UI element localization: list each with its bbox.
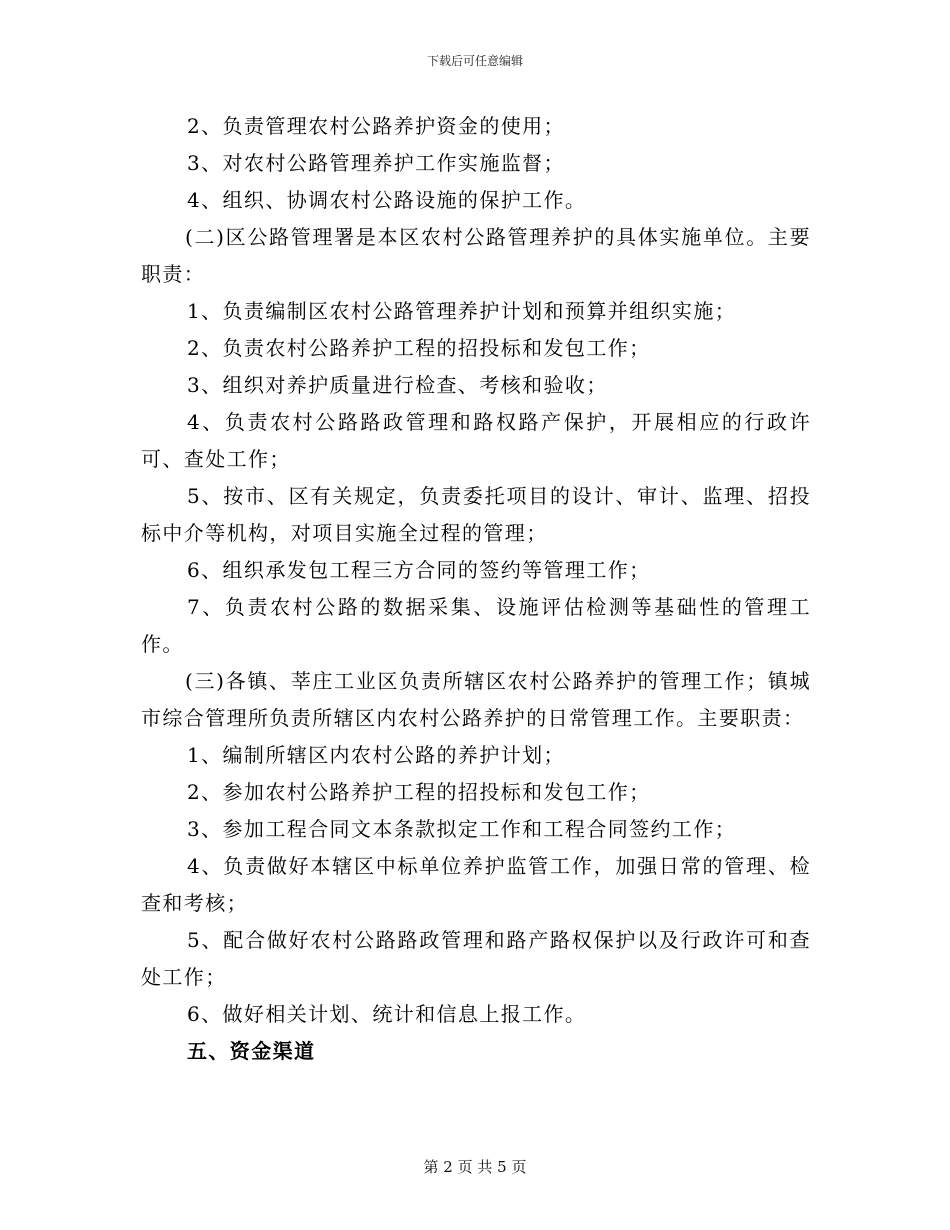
paragraph-item-2-bidding: 2、负责农村公路养护工程的招投标和发包工作； bbox=[187, 336, 651, 360]
paragraph-item-7-data-collection: 7、负责农村公路的数据采集、设施评估检测等基础性的管理工作。 bbox=[141, 595, 811, 656]
paragraph-item-2-fund-usage: 2、负责管理农村公路养护资金的使用； bbox=[187, 114, 565, 138]
paragraph-item-3-contract-terms: 3、参加工程合同文本条款拟定工作和工程合同签约工作； bbox=[187, 817, 737, 841]
paragraph-sub-3-towns: (三)各镇、莘庄工业区负责所辖区农村公路养护的管理工作；镇城市综合管理所负责所辖区内农村公路养护的日常管理工作。主要职责： bbox=[141, 669, 811, 730]
page-number: 第 2 页 共 5 页 bbox=[423, 1158, 527, 1176]
paragraph-item-3-supervision: 3、对农村公路管理养护工作实施监督； bbox=[187, 151, 565, 175]
paragraph-item-5-project-delegation: 5、按市、区有关规定，负责委托项目的设计、审计、监理、招投标中介等机构，对项目实施全过程的管理； bbox=[141, 484, 811, 545]
page-header-note: 下载后可任意编辑 bbox=[426, 54, 523, 68]
paragraph-item-6-reporting: 6、做好相关计划、统计和信息上报工作。 bbox=[187, 1002, 587, 1026]
paragraph-item-4-coordination: 4、组织、协调农村公路设施的保护工作。 bbox=[187, 188, 587, 212]
paragraph-item-3-quality-check: 3、组织对养护质量进行检查、考核和验收； bbox=[187, 373, 608, 397]
paragraph-item-1-plan-budget: 1、负责编制区农村公路管理养护计划和预算并组织实施； bbox=[187, 299, 737, 323]
document-body bbox=[141, 108, 811, 1070]
paragraph-item-5-cooperate: 5、配合做好农村公路路政管理和路产路权保护以及行政许可和查处工作； bbox=[141, 928, 811, 989]
section-heading-funding: 五、资金渠道 bbox=[187, 1039, 316, 1063]
paragraph-item-6-contract-signing: 6、组织承发包工程三方合同的签约等管理工作； bbox=[187, 558, 651, 582]
paragraph-item-2-participate-bidding: 2、参加农村公路养护工程的招投标和发包工作； bbox=[187, 780, 651, 804]
paragraph-sub-2-district-office: (二)区公路管理署是本区农村公路管理养护的具体实施单位。主要职责： bbox=[141, 225, 811, 286]
paragraph-item-4-road-administration: 4、负责农村公路路政管理和路权路产保护，开展相应的行政许可、查处工作； bbox=[141, 410, 811, 471]
paragraph-item-4-supervision-units: 4、负责做好本辖区中标单位养护监管工作，加强日常的管理、检查和考核； bbox=[141, 854, 811, 915]
paragraph-item-1-maintenance-plan: 1、编制所辖区内农村公路的养护计划； bbox=[187, 743, 565, 767]
